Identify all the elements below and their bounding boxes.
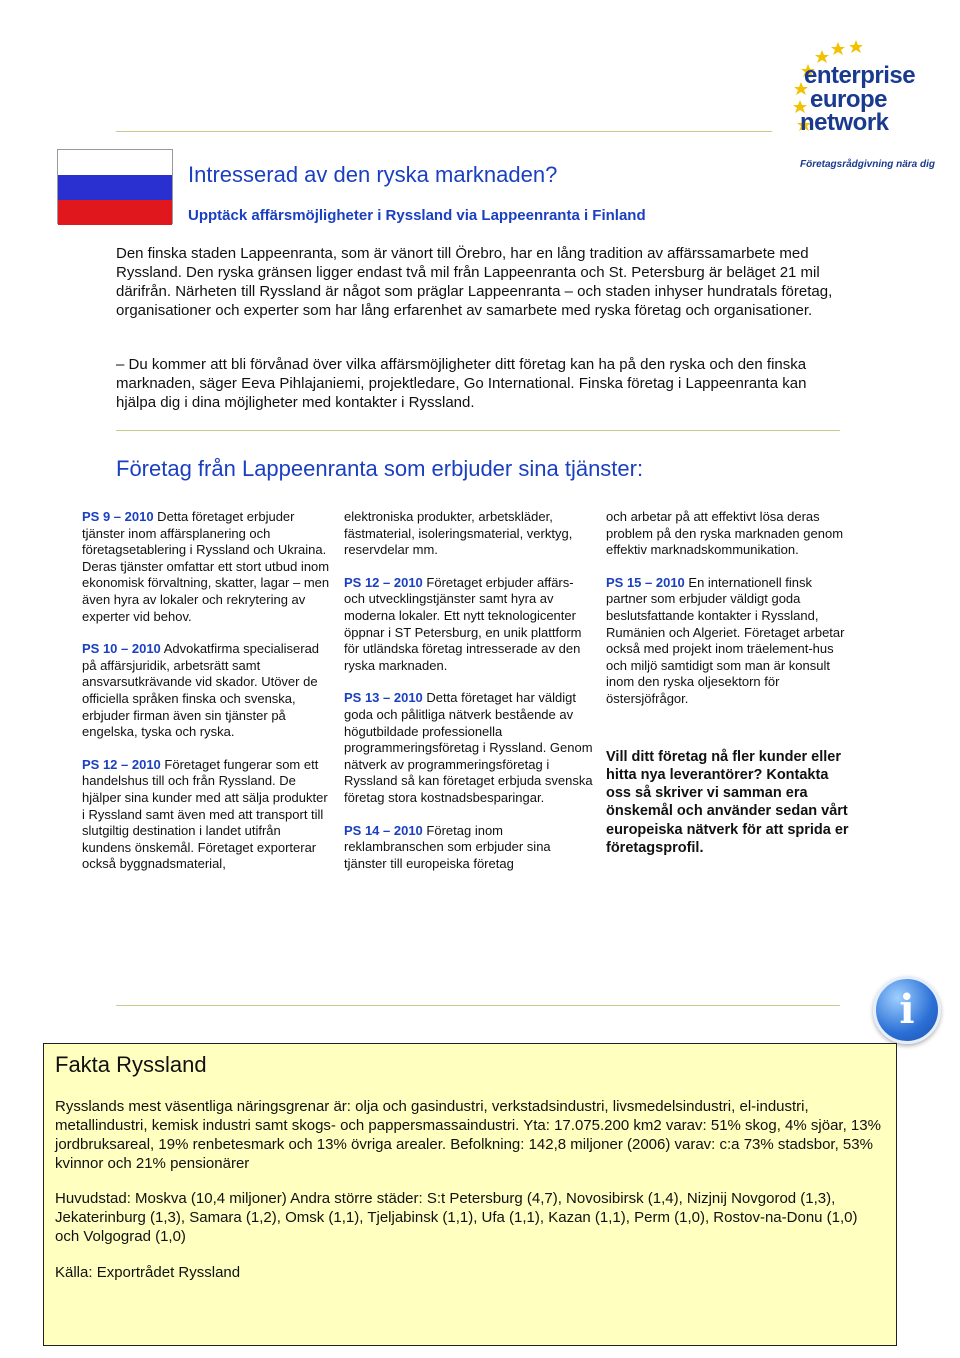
company-description: och arbetar på att effektivt lösa deras problem på den ryska marknaden genom effektiv marknadskommunikation. — [606, 509, 844, 558]
russian-flag-image — [57, 149, 173, 224]
company-entry — [344, 575, 594, 675]
call-to-action: Vill ditt företag nå fler kunder eller hitta nya leverantörer? Kontakta oss så skriver vi samman era önskemål och använder sedan vårt europeiska nätverk för att sprida er företagsprofil. — [606, 748, 849, 857]
page-title: Intresserad av den ryska marknaden? — [188, 162, 558, 187]
header-divider — [116, 131, 772, 132]
company-entry — [82, 509, 332, 625]
company-code: PS 12 – 2010 — [344, 574, 423, 590]
company-code: PS 15 – 2010 — [606, 574, 685, 590]
logo-text-europe: europe — [810, 86, 888, 113]
company-description: elektroniska produkter, arbetskläder, fästmaterial, isoleringsmaterial, verktyg, reservdelar mm. — [344, 509, 573, 558]
company-entry — [606, 575, 856, 708]
info-icon: i — [873, 976, 941, 1044]
company-code: PS 12 – 2010 — [82, 756, 161, 772]
company-code: PS 10 – 2010 — [82, 641, 161, 657]
quote-paragraph: – Du kommer att bli förvånad över vilka affärsmöjligheter ditt företag kan ha på den ryska och den finska marknaden, säger Eeva Pihlajaniemi, projektledare, Go International. Finska företag i Lappeenranta kan hjälpa dig i dina möjligheter med kontakter i Ryssland. — [116, 356, 807, 411]
company-entry — [344, 823, 594, 873]
footer-divider — [116, 1005, 840, 1006]
company-entry — [82, 641, 332, 741]
fakta-title: Fakta Ryssland — [55, 1052, 207, 1077]
company-entry — [344, 690, 594, 806]
company-description: Advokatfirma specialiserad på affärsjuridik, arbetsrätt samt ansvarsutkrävande vid skador. Utöver de officiella språken finska och svenska, erbjuder firman även sin tjänster på engelska, tyska och ryska. — [82, 641, 320, 740]
fakta-paragraph-2: Huvudstad: Moskva (10,4 miljoner) Andra större städer: S:t Petersburg (4,7), Novosibirsk (1,4), Nizjnij Novgorod (1,3), Jekaterinburg (1,3), Samara (1,2), Omsk (1,1), Tjeljabinsk (1,1), Ufa (1,1), Kazan (1,1), Perm (1,0), Rostov-na-Donu (1,0) och Volgograd (1,0) — [55, 1190, 858, 1245]
fakta-box — [43, 1043, 897, 1346]
logo-tagline: Företagsrådgivning nära dig — [800, 159, 936, 170]
company-description: Detta företaget har väldigt goda och pålitliga nätverk bestående av högutbildade professionella programmeringsföretag i Ryssland. Genom nätverk av programmeringsföretag i Ryssland så kan företaget erbjuda svenska företag stora kostnadsbesparingar. — [344, 690, 593, 805]
logo-text-enterprise: enterprise — [804, 62, 916, 89]
fakta-source: Källa: Exportrådet Ryssland — [55, 1264, 241, 1281]
company-column-3 — [606, 509, 856, 873]
section-title: Företag från Lappeenranta som erbjuder sina tjänster: — [116, 456, 644, 481]
company-column-2 — [344, 509, 594, 888]
company-description: En internationell finsk partner som erbjuder väldigt goda beslutsfattande kontakter i Ryssland, Rumänien och Algeriet. Företaget arbetar också med projekt inom träelement-hus och miljö samtidigt som man är konsult inom den ryska oljesektorn för östersjöfrågor. — [606, 574, 845, 706]
company-description: Företaget fungerar som ett handelshus till och från Ryssland. De hjälper sina kunder med att sälja produkter i Ryssland samt även med att transport till slutgiltig destination i landet utifrån kundens önskemål. Företaget exporterar också byggnadsmaterial, — [82, 756, 328, 872]
company-column-1 — [82, 509, 332, 889]
company-entry — [82, 757, 332, 873]
company-code: PS 14 – 2010 — [344, 822, 423, 838]
enterprise-europe-network-logo — [792, 38, 942, 178]
page-subtitle: Upptäck affärsmöjligheter i Ryssland via Lappeenranta i Finland — [188, 207, 646, 224]
company-description: Företaget erbjuder affärs- och utvecklingstjänster samt hyra av moderna lokaler. Ett nytt teknologicenter öppnar i ST Petersburg, en unik plattform för utländska företag intresserade av den ryska marknaden. — [344, 574, 582, 673]
company-entry — [344, 509, 594, 559]
section-divider — [116, 430, 840, 431]
company-entry — [606, 509, 856, 559]
intro-paragraph: Den finska staden Lappeenranta, som är vänort till Örebro, har en lång tradition av affärssamarbete med Ryssland. Den ryska gränsen ligger endast två mil från Lappeenranta och St. Petersburg är beläget 21 mil därifrån. Närheten till Ryssland är något som präglar Lappeenranta – och staden inhyser hundratals företag, organisationer och experter som har lång erfarenhet av samarbete med ryska företag och organisationer. — [116, 245, 833, 319]
company-description: Detta företaget erbjuder tjänster inom affärsplanering och företagsetablering i Ryssland och Ukraina. Deras tjänster omfattar ett stort utbud inom ekonomisk förvaltning, skatter, lagar – men även hyra av lokaler och rekrytering av experter vid behov. — [82, 509, 330, 624]
fakta-paragraph-1: Rysslands mest väsentliga näringsgrenar är: olja och gasindustri, verkstadsindustri, livsmedelsindustri, el-industri, metallindustri, kemisk industri samt skogs- och pappersmassaindustri. Yta: 17.075.200 km2 varav: 51% skog, 4% sjöar, 13% jordbruksareal, 19% renbetesmark och 13% övriga arealer. Befolkning: 142,8 miljoner (2006) varav: c:a 73% stadsbor, 53% kvinnor och 21% pensionärer — [55, 1098, 881, 1172]
company-code: PS 9 – 2010 — [82, 509, 154, 524]
company-description: Företag inom reklambranschen som erbjuder sina tjänster till europeiska företag — [344, 822, 551, 871]
logo-text-network: network — [800, 109, 889, 136]
company-code: PS 13 – 2010 — [344, 690, 423, 706]
